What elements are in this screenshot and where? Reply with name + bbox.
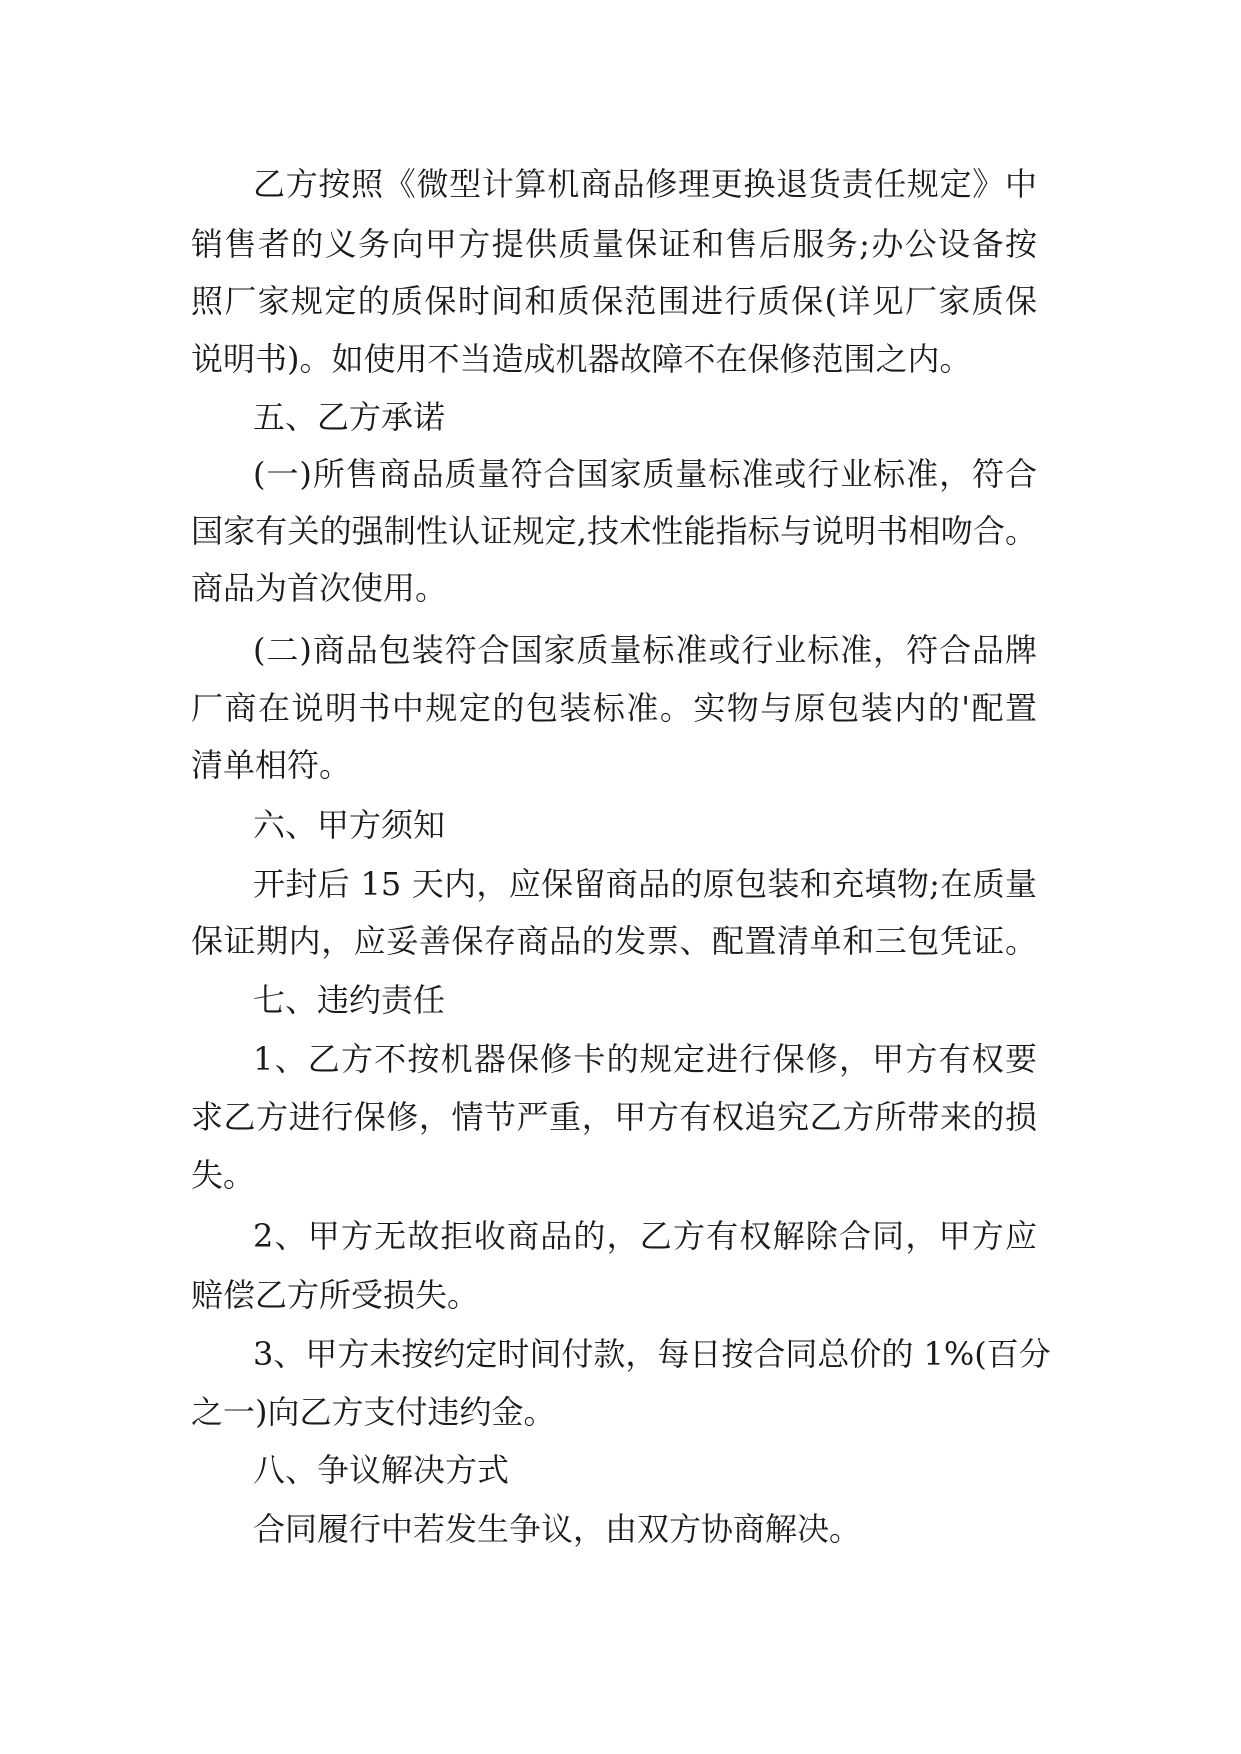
text-line: 开封后 15 天内，应保留商品的原包装和充填物;在质量 [253, 865, 1037, 903]
text-line: 失。 [191, 1156, 256, 1194]
section-heading: 六、甲方须知 [253, 806, 446, 844]
text-line: 照厂家规定的质保时间和质保范围进行质保(详见厂家质保 [191, 282, 1037, 320]
section-heading: 七、违约责任 [253, 981, 446, 1019]
text-line: 赔偿乙方所受损失。 [191, 1276, 480, 1314]
text-line: 说明书)。如使用不当造成机器故障不在保修范围之内。 [191, 340, 972, 378]
text-line: 清单相符。 [191, 746, 352, 784]
text-line: 销售者的义务向甲方提供质量保证和售后服务;办公设备按 [191, 225, 1037, 263]
text-line: 乙方按照《微型计算机商品修理更换退货责任规定》中 [253, 165, 1037, 203]
text-line: 2、甲方无故拒收商品的，乙方有权解除合同，甲方应 [253, 1217, 1037, 1255]
text-line: 求乙方进行保修，情节严重，甲方有权追究乙方所带来的损 [191, 1098, 1037, 1136]
text-line: 商品为首次使用。 [191, 569, 448, 607]
section-heading: 五、乙方承诺 [253, 398, 446, 436]
text-line: 厂商在说明书中规定的包装标准。实物与原包装内的'配置 [191, 689, 1037, 727]
text-line: (二)商品包装符合国家质量标准或行业标准，符合品牌 [253, 631, 1037, 669]
section-heading: 八、争议解决方式 [253, 1451, 510, 1489]
text-line: 3、甲方未按约定时间付款，每日按合同总价的 1%(百分 [253, 1335, 1051, 1373]
text-line: 之一)向乙方支付违约金。 [191, 1393, 556, 1431]
text-line: 1、乙方不按机器保修卡的规定进行保修，甲方有权要 [253, 1040, 1037, 1078]
text-line: 国家有关的强制性认证规定,技术性能指标与说明书相吻合。 [191, 512, 1037, 550]
text-line: 合同履行中若发生争议，由双方协商解决。 [253, 1510, 862, 1548]
text-line: (一)所售商品质量符合国家质量标准或行业标准，符合 [253, 455, 1037, 493]
text-line: 保证期内，应妥善保存商品的发票、配置清单和三包凭证。 [191, 922, 1037, 960]
